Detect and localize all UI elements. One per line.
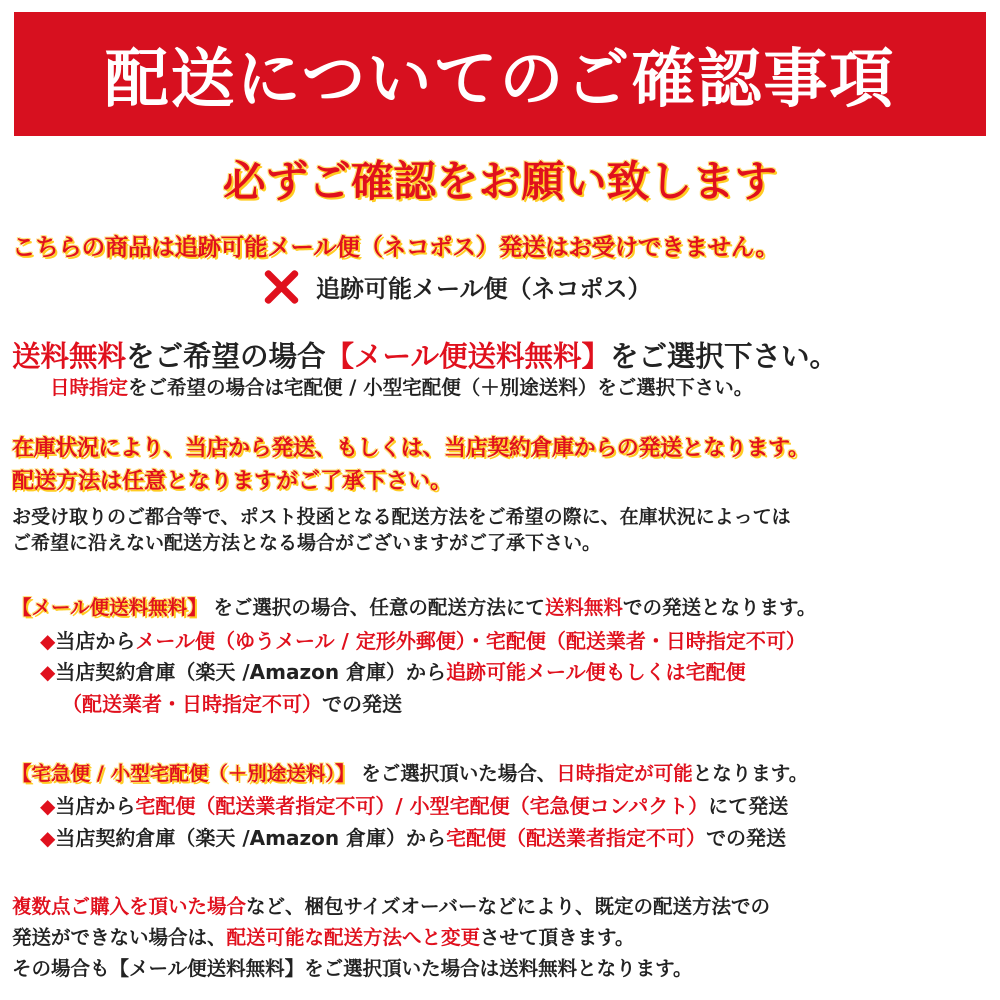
takkyu-head-black-b: となります。 bbox=[692, 762, 809, 785]
mail-item-1-black: 当店から bbox=[55, 629, 136, 653]
date-spec-line bbox=[50, 372, 753, 400]
multi-line-2 bbox=[12, 922, 634, 950]
free-shipping-black-a: をご希望の場合 bbox=[126, 340, 326, 373]
unavailable-method bbox=[262, 268, 652, 304]
notice-text: こちらの商品は追跡可能メール便（ネコポス）発送はお受けできません。 bbox=[12, 233, 779, 261]
mail-item-3-black: での発送 bbox=[322, 692, 402, 716]
date-spec-black: をご希望の場合は宅配便 / 小型宅配便（＋別途送料）をご選択下さい。 bbox=[128, 376, 754, 399]
takkyu-item-2-black: 当店契約倉庫（楽天 /Amazon 倉庫）から bbox=[55, 826, 447, 850]
free-shipping-line bbox=[12, 334, 838, 375]
mail-head-black-b: での発送となります。 bbox=[622, 596, 817, 619]
mail-head-red-b: 送料無料 bbox=[544, 596, 623, 619]
unavailable-method-label: 追跡可能メール便（ネコポス） bbox=[316, 274, 652, 303]
mail-item-3-red: （配送業者・日時指定不可） bbox=[62, 692, 322, 716]
multi-1-black: など、梱包サイズオーバーなどにより、既定の配送方法での bbox=[246, 895, 770, 918]
mail-section-heading bbox=[12, 592, 816, 620]
stock-line-2: 配送方法は任意となりますがご了承下さい。 bbox=[12, 469, 453, 494]
takkyu-item-1-red: 宅配便（配送業者指定不可）/ 小型宅配便（宅急便コンパクト） bbox=[135, 794, 709, 818]
diamond-bullet-icon: ◆ bbox=[40, 794, 56, 818]
mail-item-2 bbox=[40, 656, 746, 685]
takkyu-item-2-red: 宅配便（配送業者指定不可） bbox=[446, 826, 707, 850]
takkyu-item-1 bbox=[40, 790, 788, 819]
banner-title: 配送についてのご確認事項 bbox=[104, 43, 896, 117]
subtitle: 必ずご確認をお願い致します bbox=[222, 157, 778, 207]
takkyu-item-1-black-b: にて発送 bbox=[708, 794, 789, 818]
mail-item-1-red: メール便（ゆうメール / 定形外郵便）・宅配便（配送業者・日時指定不可） bbox=[135, 629, 806, 653]
stock-line-1: 在庫状況により、当店から発送、もしくは、当店契約倉庫からの発送となります。 bbox=[12, 436, 810, 461]
multi-2-red: 配送可能な配送方法へと変更 bbox=[226, 926, 481, 949]
takkyu-head-black-a: をご選択頂いた場合、 bbox=[354, 762, 557, 785]
takkyu-item-2-black-b: での発送 bbox=[706, 826, 787, 850]
mail-item-2-red: 追跡可能メール便もしくは宅配便 bbox=[446, 660, 746, 684]
multi-1-red: 複数点ご購入を頂いた場合 bbox=[12, 895, 247, 918]
free-shipping-black-b: をご選択下さい。 bbox=[609, 340, 838, 373]
takkyu-item-1-black: 当店から bbox=[55, 794, 136, 818]
diamond-bullet-icon: ◆ bbox=[40, 660, 56, 684]
takkyu-head-red-b: 日時指定が可能 bbox=[556, 762, 693, 785]
free-shipping-red-a: 送料無料 bbox=[12, 340, 127, 373]
multi-line-1 bbox=[12, 891, 770, 919]
multi-line-3: その場合も【メール便送料無料】をご選択頂いた場合は送料無料となります。 bbox=[12, 957, 693, 980]
multi-2-black-b: させて頂きます。 bbox=[480, 926, 635, 949]
mail-item-2-continued bbox=[62, 688, 402, 717]
diamond-bullet-icon: ◆ bbox=[40, 826, 56, 850]
takkyu-head-red: 【宅急便 / 小型宅配便（＋別途送料）】 bbox=[12, 762, 355, 785]
multi-2-black-a: 発送ができない場合は、 bbox=[12, 926, 227, 949]
stock-line-4: ご希望に沿えない配送方法となる場合がございますがご了承下さい。 bbox=[12, 532, 602, 554]
mail-head-red: 【メール便送料無料】 bbox=[12, 596, 207, 619]
header-banner bbox=[14, 12, 986, 136]
mail-item-1 bbox=[40, 625, 806, 654]
mail-head-black-a: をご選択の場合、任意の配送方法にて bbox=[206, 596, 545, 619]
takkyu-section-heading bbox=[12, 758, 808, 786]
mail-item-2-black: 当店契約倉庫（楽天 /Amazon 倉庫）から bbox=[55, 660, 447, 684]
diamond-bullet-icon: ◆ bbox=[40, 629, 56, 653]
free-shipping-red-b: 【メール便送料無料】 bbox=[325, 340, 610, 373]
date-spec-red: 日時指定 bbox=[50, 376, 129, 399]
takkyu-item-2 bbox=[40, 822, 786, 851]
x-mark-icon bbox=[262, 268, 298, 304]
stock-line-3: お受け取りのご都合等で、ポスト投函となる配送方法をご希望の際に、在庫状況によっては bbox=[12, 506, 791, 528]
